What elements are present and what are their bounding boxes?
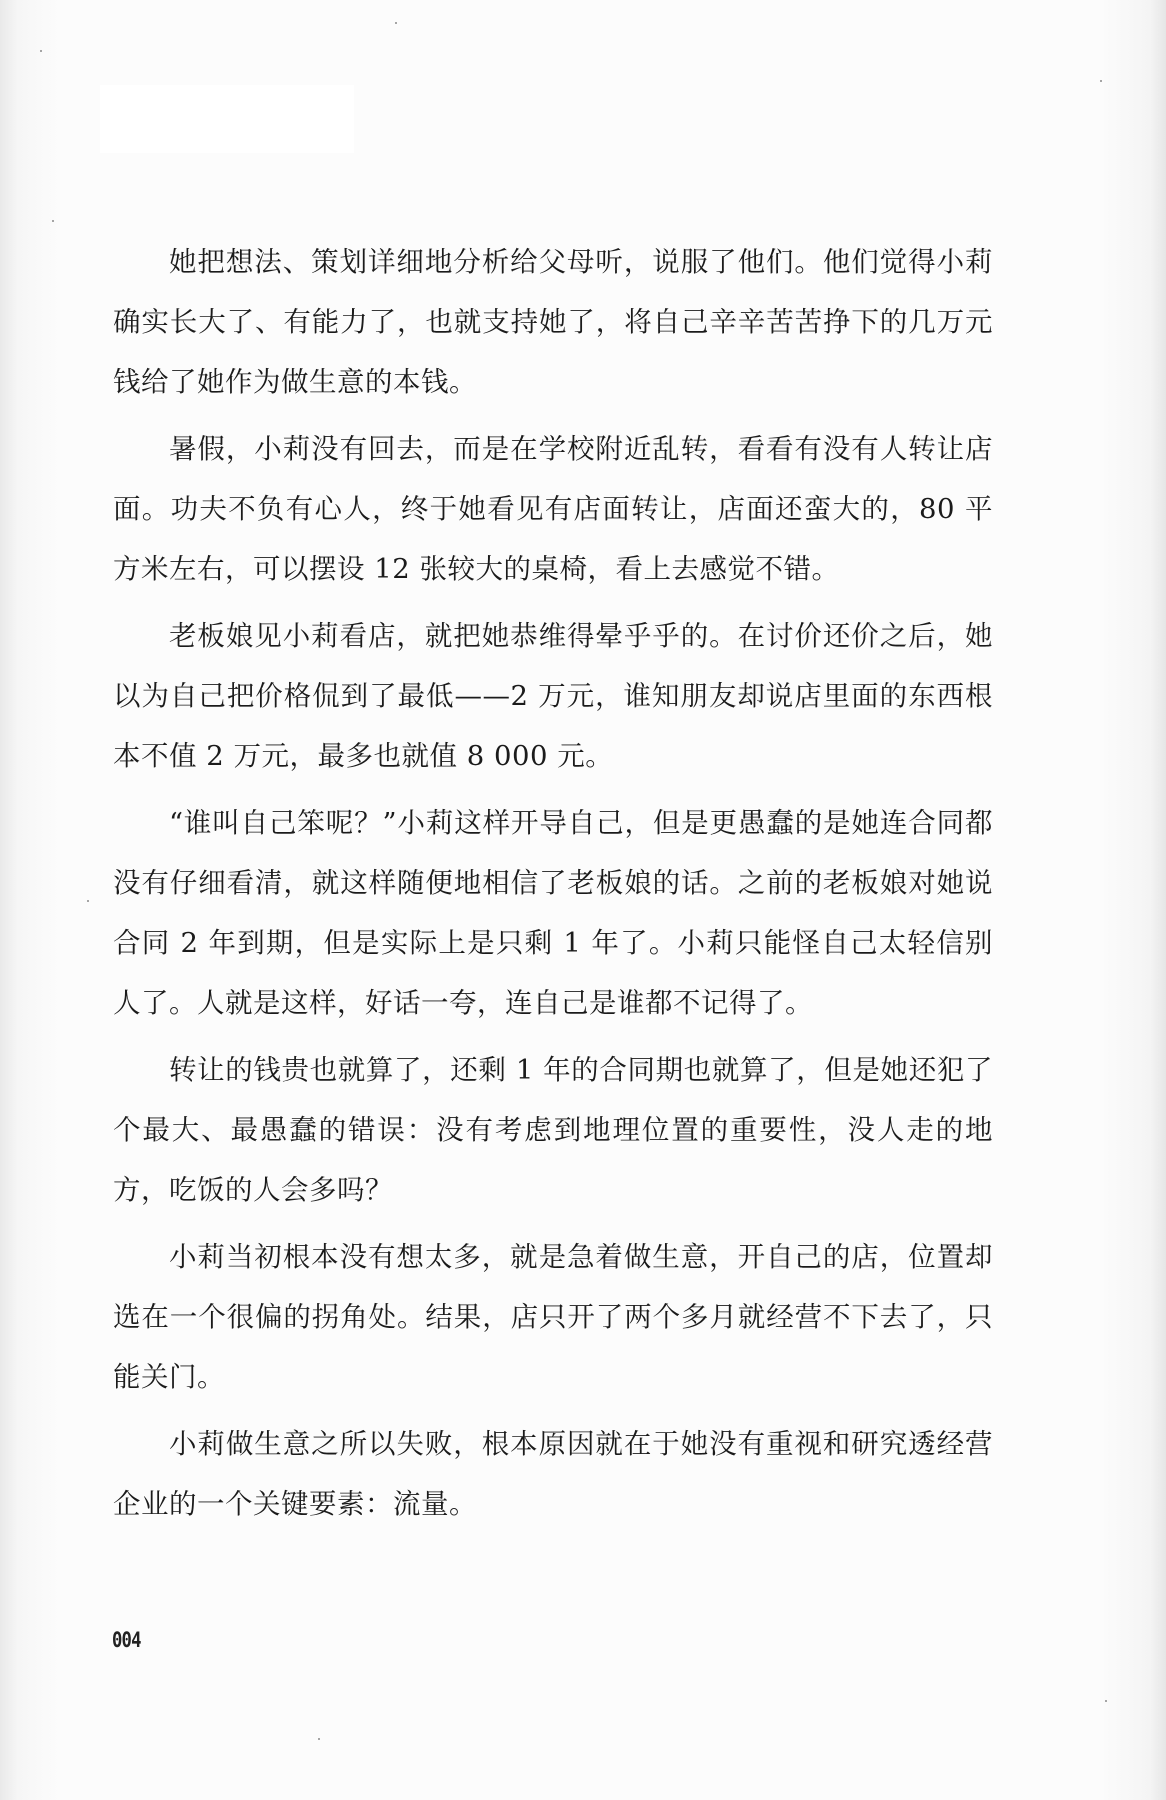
paragraph: 暑假，小莉没有回去，而是在学校附近乱转，看看有没有人转让店面。功夫不负有心人，终于她看见有店面转让，店面还蛮大的，80 平方米左右，可以摆设 12 张较大的桌椅，看上去感觉不错。 (113, 433, 993, 585)
page-number: 004 (112, 1628, 141, 1652)
body-text (113, 232, 993, 1541)
paragraph: 小莉当初根本没有想太多，就是急着做生意，开自己的店，位置却选在一个很偏的拐角处。结果，店只开了两个多月就经营不下去了，只能关门。 (113, 1241, 993, 1393)
paragraph: 她把想法、策划详细地分析给父母听，说服了他们。他们觉得小莉确实长大了、有能力了，也就支持她了，将自己辛辛苦苦挣下的几万元钱给了她作为做生意的本钱。 (113, 246, 993, 398)
scan-speck (1100, 80, 1102, 82)
scan-speck (395, 22, 397, 24)
paragraph: “谁叫自己笨呢？”小莉这样开导自己，但是更愚蠢的是她连合同都没有仔细看清，就这样随便地相信了老板娘的话。之前的老板娘对她说合同 2 年到期，但是实际上是只剩 1 年了。小莉只能怪自己太轻信别人了。人就是这样，好话一夸，连自己是谁都不记得了。 (113, 807, 993, 1019)
paragraph: 老板娘见小莉看店，就把她恭维得晕乎乎的。在讨价还价之后，她以为自己把价格侃到了最低——2 万元，谁知朋友却说店里面的东西根本不值 2 万元，最多也就值 8 000 元。 (113, 620, 993, 772)
scan-speck (318, 1738, 320, 1740)
paragraph: 小莉做生意之所以失败，根本原因就在于她没有重视和研究透经营企业的一个关键要素：流量。 (113, 1428, 993, 1520)
scan-speck (87, 900, 89, 902)
scan-speck (40, 50, 42, 52)
scan-speck (1105, 1700, 1107, 1702)
header-blank-area (100, 85, 354, 153)
paragraph: 转让的钱贵也就算了，还剩 1 年的合同期也就算了，但是她还犯了个最大、最愚蠢的错误：没有考虑到地理位置的重要性，没人走的地方，吃饭的人会多吗？ (113, 1054, 993, 1206)
scan-speck (52, 220, 54, 222)
